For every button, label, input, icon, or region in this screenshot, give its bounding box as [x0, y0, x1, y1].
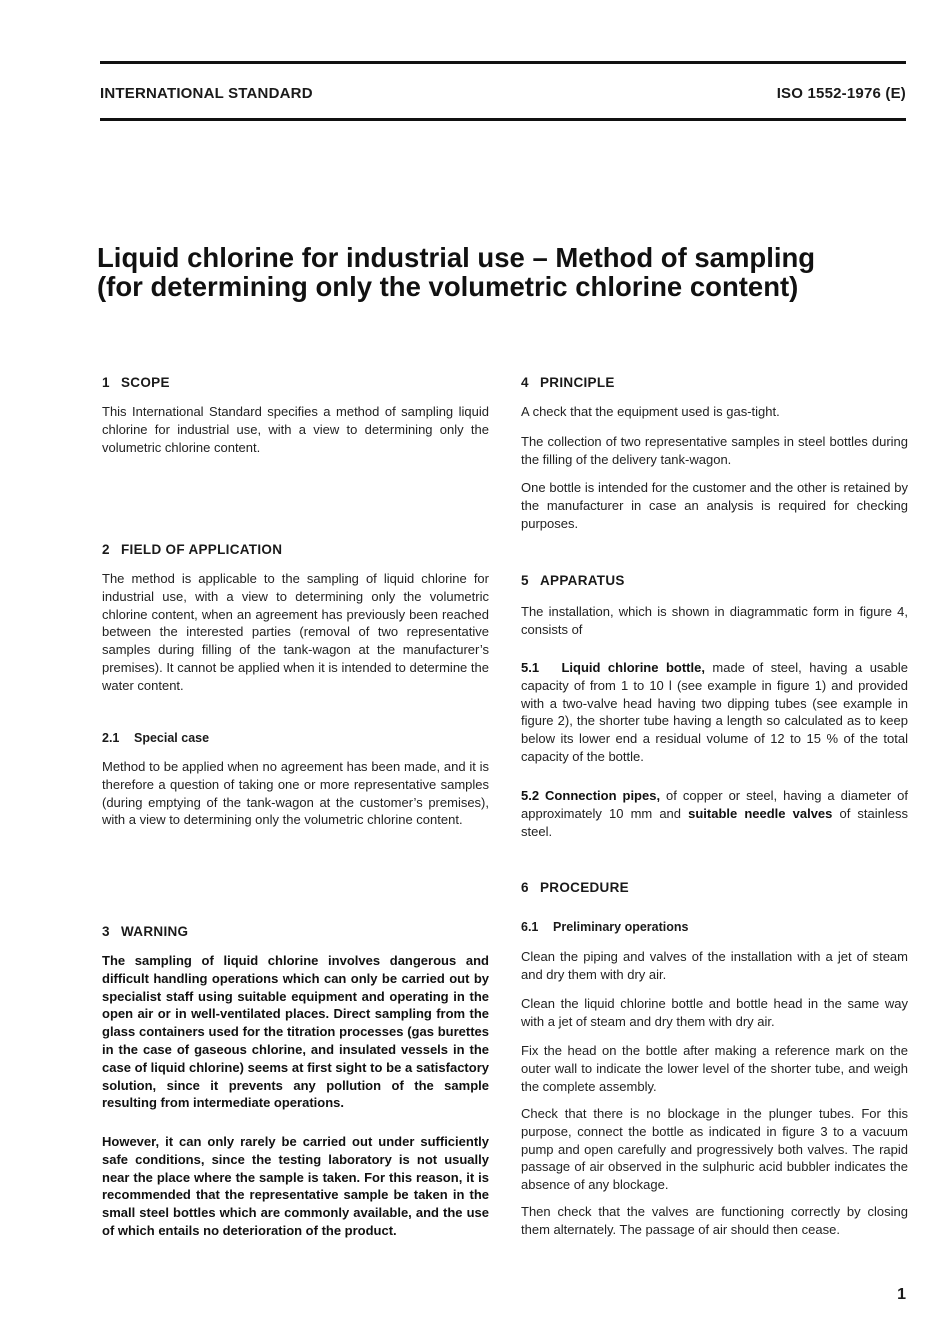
section-heading-scope: 1 SCOPE	[102, 375, 170, 390]
item-number: 5.1	[521, 660, 540, 675]
item-number: 5.2	[521, 788, 540, 803]
item-term-2: suitable needle valves	[688, 805, 833, 821]
document-type-label: INTERNATIONAL STANDARD	[100, 85, 313, 102]
header-bottom-rule	[100, 118, 906, 121]
page-number: 1	[897, 1286, 906, 1303]
section-heading-principle: 4 PRINCIPLE	[521, 375, 615, 390]
principle-paragraph-2: The collection of two representative samples in steel bottles during the filling of the delivery tank-wagon.	[521, 434, 908, 467]
section-heading-apparatus: 5 APPARATUS	[521, 573, 625, 588]
procedure-paragraph-4: Check that there is no blockage in the plunger tubes. For this purpose, connect the bottle as indicated in figure 3 to a vacuum pump and open carefully and progressively both valves. The rapid passage of air observed in the sulphuric acid bubbler indicates the absence of any blockage.	[521, 1106, 908, 1193]
field-of-application-text: The method is applicable to the sampling of liquid chlorine for industrial use, with a view to determining only the volumetric chlorine content, when an agreement has previously been reached between the interested parties (removal of two representative samples during filling of the tank-wagon at the manufacturer’s premises). It cannot be applied when it is intended to determine the water content.	[102, 571, 489, 693]
procedure-paragraph-1: Clean the piping and valves of the installation with a jet of steam and dry them with dry air.	[521, 949, 908, 982]
section-heading-procedure: 6 PROCEDURE	[521, 880, 629, 895]
apparatus-item-connection-pipes	[521, 787, 908, 840]
subsection-heading-special-case: 2.1 Special case	[102, 731, 210, 745]
item-term: Connection pipes,	[545, 788, 661, 803]
principle-paragraph-3: One bottle is intended for the customer and the other is retained by the manufacturer in case an analysis is required for checking purposes.	[521, 480, 908, 531]
apparatus-item-liquid-chlorine-bottle	[521, 659, 908, 766]
header-top-rule	[100, 61, 906, 64]
subsection-heading-preliminary-operations: 6.1 Preliminary operations	[521, 920, 689, 934]
item-description-2: of stainless steel.	[521, 805, 908, 839]
title-line-1: Liquid chlorine for industrial use – Method of sampling	[97, 242, 816, 273]
standard-number: ISO 1552-1976 (E)	[776, 85, 906, 102]
section-heading-field-of-application: 2 FIELD OF APPLICATION	[102, 542, 283, 557]
procedure-paragraph-3: Fix the head on the bottle after making a reference mark on the outer wall to indicate the lower level of the shorter tube, and weigh the complete assembly.	[521, 1043, 908, 1094]
section-heading-warning: 3 WARNING	[102, 924, 189, 939]
title-line-2: (for determining only the volumetric chlorine content)	[97, 271, 799, 302]
principle-paragraph-1: A check that the equipment used is gas-tight.	[521, 404, 780, 419]
item-term: Liquid chlorine bottle,	[561, 660, 705, 675]
item-description: made of steel, having a usable capacity of from 1 to 10 l (see example in figure 1) and provided with a two-valve head having two dipping tubes (see example in figure 2), the shorter tube having a length so calculated as to keep below its lower end a residual volume of 12 to 15 % of the total capacity of the bottle.	[521, 660, 908, 764]
apparatus-intro: The installation, which is shown in diagrammatic form in figure 4, consists of	[521, 604, 908, 637]
warning-paragraph-1: The sampling of liquid chlorine involves dangerous and difficult handling operations which can only be carried out by specialist staff using suitable equipment and operating in the open air or in well-ventilated places. Direct sampling from the glass containers used for the titration processes (gas burettes in the case of gaseous chlorine, and insulated vessels in the case of liquid chlorine) seems at first sight to be a satisfactory solution, since it prevents any pollution of the sample resulting from intermediate operations.	[102, 953, 489, 1111]
scope-text: This International Standard specifies a method of sampling liquid chlorine for industrial use, with a view to determining only the volumetric chlorine content.	[102, 404, 489, 455]
document-title	[97, 243, 877, 301]
warning-paragraph-2: However, it can only rarely be carried out under sufficiently safe conditions, since the testing laboratory is not usually near the place where the sample is taken. For this reason, it is recommended that the representative sample be taken in the small steel bottles which are commonly available, and the use of which entails no deterioration of the product.	[102, 1134, 489, 1238]
item-description: of copper or steel, having a diameter of approximately 10 mm and	[521, 788, 908, 821]
procedure-paragraph-5: Then check that the valves are functioning correctly by closing them alternately. The passage of air should then cease.	[521, 1204, 908, 1237]
special-case-text: Method to be applied when no agreement has been made, and it is therefore a question of taking one or more representative samples (during emptying of the tank-wagon at the customer’s premises), with a view to determining only the volumetric chlorine content.	[102, 759, 489, 828]
procedure-paragraph-2: Clean the liquid chlorine bottle and bottle head in the same way with a jet of steam and dry them with dry air.	[521, 996, 908, 1029]
